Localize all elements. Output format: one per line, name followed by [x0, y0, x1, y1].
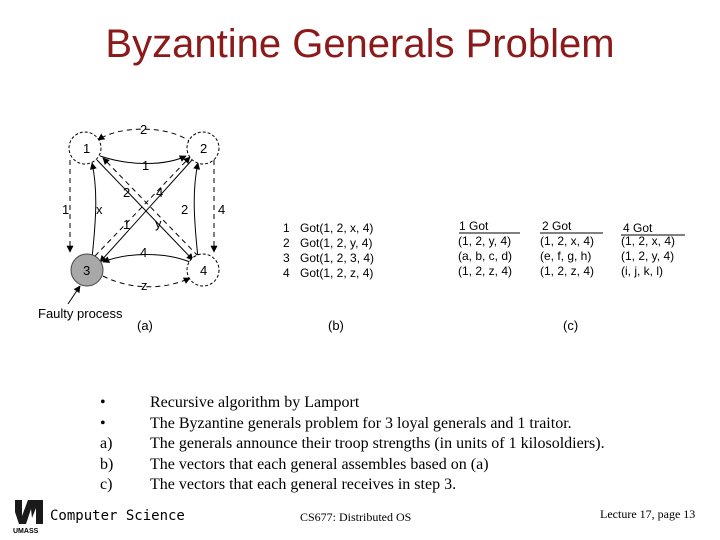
bullet-mark: a): [100, 435, 113, 452]
table-c-cell: (1, 2, x, 4): [621, 234, 676, 248]
bullet-text: The vectors that each general receives in step 3.: [150, 476, 457, 493]
table-b-text: Got(1, 2, x, 4): [300, 221, 374, 235]
bullet-item: [100, 414, 605, 435]
faulty-process-label: Faulty process: [38, 306, 123, 321]
bullet-item: [100, 475, 605, 496]
panel-label-a: (a): [137, 318, 153, 333]
table-c-cell: (1, 2, y, 4): [458, 234, 512, 248]
edge-label: x: [96, 202, 103, 217]
table-c-header: 2 Got: [542, 219, 572, 233]
node-3-label: 3: [83, 263, 91, 278]
logo-text: UMASS: [13, 528, 39, 534]
bullet-text: The vectors that each general assembles based on (a): [150, 455, 489, 473]
panel-label-c: (c): [563, 318, 579, 333]
table-c-cell: (e, f, g, h): [540, 249, 592, 263]
footer-page-number: Lecture 17, page 13: [600, 507, 696, 521]
table-b-num: 2: [283, 236, 290, 250]
bullet-item: [100, 434, 605, 455]
umass-logo: [12, 498, 46, 534]
edge-label: 4: [140, 245, 148, 260]
footer-department: Computer Science: [50, 508, 185, 524]
table-c: [458, 219, 685, 278]
table-c-cell: (1, 2, y, 4): [621, 249, 675, 263]
node-2-label: 2: [200, 141, 208, 156]
table-c-cell: (a, b, c, d): [458, 249, 513, 263]
edge-4-to-2: [194, 163, 198, 258]
node-4-label: 4: [200, 263, 208, 278]
bullet-list: [100, 393, 605, 496]
table-c-header: 4 Got: [623, 221, 653, 235]
bullet-text: The generals announce their troop strengths (in units of 1 kilosoldiers).: [150, 435, 605, 452]
edge-label: 2: [123, 185, 131, 200]
table-b-num: 1: [283, 221, 290, 235]
bullet-text: The Byzantine generals problem for 3 loyal generals and 1 traitor.: [150, 414, 572, 432]
bullet-mark: b): [100, 455, 114, 473]
edge-label: 4: [156, 185, 164, 200]
edge-label: 2: [140, 122, 148, 137]
table-c-cell: (1, 2, x, 4): [540, 234, 595, 248]
edge-label: 1: [142, 158, 150, 173]
table-b-text: Got(1, 2, y, 4): [300, 236, 373, 250]
edge-label: 2: [181, 202, 189, 217]
edge-label: 1: [123, 217, 131, 232]
footer-course: CS677: Distributed OS: [300, 510, 412, 524]
faulty-pointer: [68, 286, 80, 304]
table-c-cell: (1, 2, z, 4): [540, 264, 595, 278]
bullet-item: [100, 393, 605, 414]
slide-title: Byzantine Generals Problem: [105, 22, 615, 66]
bullet-item: [100, 455, 605, 476]
table-c-cell: (i, j, k, l): [621, 264, 663, 278]
table-b: [283, 221, 374, 280]
table-b-text: Got(1, 2, 3, 4): [300, 251, 375, 265]
bullet-text: Recursive algorithm by Lamport: [150, 394, 360, 411]
table-b-num: 3: [283, 251, 290, 265]
panel-label-b: (b): [328, 318, 344, 333]
bullet-mark: •: [100, 394, 106, 411]
edge-label: y: [155, 216, 162, 231]
edge-label: z: [141, 278, 148, 293]
edge-label: 1: [62, 202, 70, 217]
node-1-label: 1: [83, 141, 91, 156]
table-b-text: Got(1, 2, z, 4): [300, 266, 374, 280]
bullet-mark: •: [100, 414, 106, 432]
table-c-header: 1 Got: [459, 219, 489, 233]
edge-label: 4: [218, 202, 226, 217]
table-c-cell: (1, 2, z, 4): [458, 264, 513, 278]
bullet-mark: c): [100, 476, 113, 493]
table-b-num: 4: [283, 266, 290, 280]
